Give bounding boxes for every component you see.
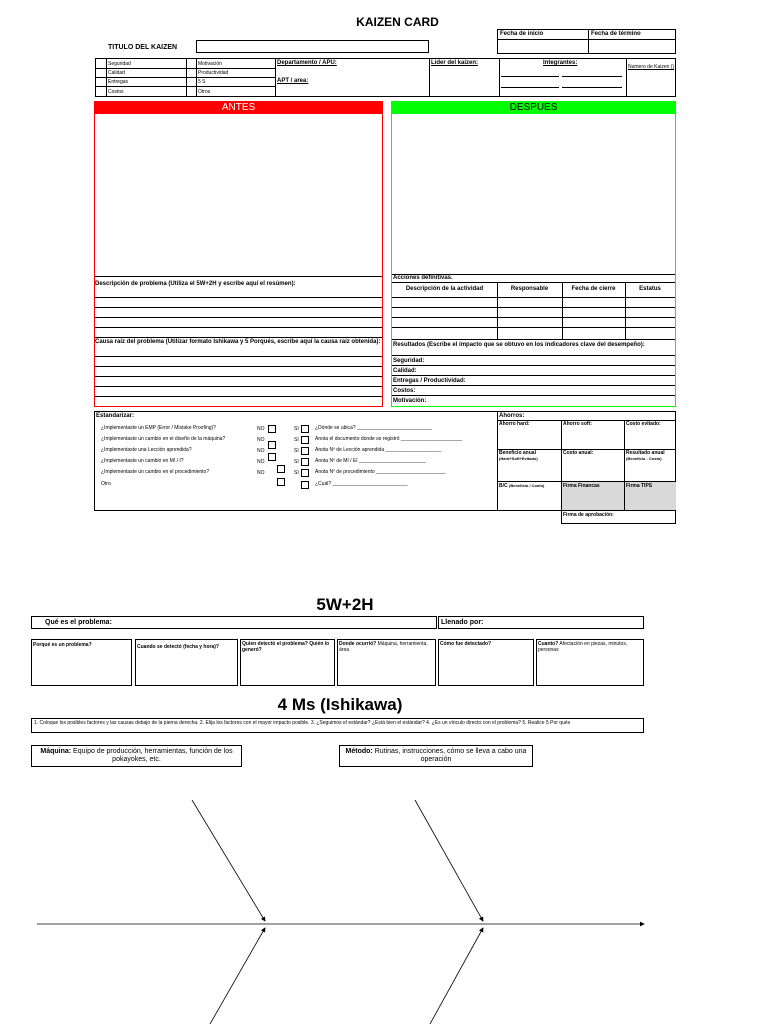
w5-col-porque-label: Porqué es un problema? — [33, 642, 92, 648]
cat-productividad: Productividad — [198, 70, 229, 76]
departamento-label: Departamento / APU: — [277, 60, 337, 66]
llenado-field[interactable] — [438, 616, 644, 629]
no-checkbox-6[interactable] — [277, 478, 285, 486]
titulo-field[interactable] — [196, 40, 429, 53]
si-label-5: SI — [294, 470, 299, 476]
fecha-box — [497, 29, 676, 54]
beneficio-anual-label: Beneficio anual — [499, 450, 536, 456]
w5-col-como[interactable] — [438, 639, 534, 686]
no-label-4: NO — [257, 459, 265, 465]
antes-header: ANTES — [95, 102, 382, 114]
w5-col-cuanto-label: Cuanto? — [538, 641, 559, 647]
si-checkbox-1[interactable] — [301, 425, 309, 433]
no-label-2: NO — [257, 437, 265, 443]
std-q2: ¿Implementaste un cambio en el diseño de la máquina? — [101, 436, 226, 442]
resultado-costos: Costos: — [393, 388, 416, 394]
no-label-5: NO — [257, 470, 265, 476]
ahorro-soft-label: Ahorro soft: — [563, 421, 592, 427]
firma-tips-label: Firma TIPS — [626, 483, 653, 489]
si-label-1: SI — [294, 426, 299, 432]
std-note-1: ¿Dónde se ubica? ___________________________ — [315, 425, 433, 431]
integrantes-label: Integrantes: — [543, 60, 578, 66]
w5-col-quien[interactable] — [240, 639, 335, 686]
si-checkbox-2[interactable] — [301, 436, 309, 444]
no-label-1: NO — [257, 426, 265, 432]
acciones-col-responsable: Responsable — [510, 286, 549, 292]
w5-col-como-label: Cómo fue detectado? — [440, 641, 492, 647]
bc-text: B/C — [499, 483, 508, 489]
acciones-col-descripcion: Descripción de la actividad — [405, 286, 484, 292]
causa-raiz-label: Causa raíz del problema (Utilizar formato Ishikawa y 5 Porqués, escribe aquí la causa raíz obtenida): — [95, 339, 381, 345]
estandarizar-label: Estandarizar: — [96, 413, 135, 419]
titulo-label: TITULO DEL KAIZEN — [108, 44, 178, 51]
acciones-col-fecha: Fecha de cierre — [571, 286, 616, 292]
si-checkbox-4[interactable] — [301, 458, 309, 466]
w5-col-donde-label: Donde ocurrió? — [339, 641, 377, 647]
w5-col-quien-label: Quien detectó el problema? Quién lo generó? — [242, 641, 330, 653]
std-note-6: ¿Cuál? ___________________________ — [315, 481, 408, 487]
w5-col-cuanto[interactable] — [536, 639, 644, 686]
std-note-5: Anota Nº de procedimiento _________________________ — [315, 469, 446, 475]
que-es-label: Qué es el problema: — [45, 619, 112, 626]
metodo-label: Método: — [345, 748, 373, 755]
category-box — [95, 58, 676, 97]
w5-col-donde-desc: Máquina, herramienta, área — [339, 641, 428, 653]
numero-kaizen-label: Numero de Kaizen () — [628, 64, 675, 70]
firma-financas-label: Firma Financas — [563, 483, 600, 489]
cat-costos: Costos — [108, 89, 124, 95]
cat-seguridad: Seguridad — [108, 61, 131, 67]
ishikawa-instructions: 1. Coloque los posibles factores y las causas debajo de la pierna derecha. 2. Elija los factores con el mayor impacto posible. 3. ¿Seguimos el estándar? ¿Está bien el estándar? 4. ¿Es un vínculo directo con el problema? 5. Realice 5 Por qués — [31, 718, 644, 733]
lider-label: Líder del kaizen: — [431, 60, 479, 66]
cat-motivacion: Motivación — [198, 61, 222, 67]
std-note-4: Anota Nº de MI / EI ________________________ — [315, 458, 426, 464]
fishbone-bone-lower-right — [430, 928, 483, 1024]
resultados-label: Resultados (Escribe el impacto que se obtuvo en los indicadores clave del desempeño): — [393, 342, 645, 348]
apt-area-label: APT / area: — [277, 78, 309, 84]
std-note-3: Anota Nº de Lección aprendida ____________________ — [315, 447, 442, 453]
despues-panel — [391, 101, 676, 407]
si-label-3: SI — [294, 448, 299, 454]
firma-aprobacion-label: Firma de aprobación: — [563, 512, 614, 518]
si-label-4: SI — [294, 459, 299, 465]
w5-col-cuando[interactable] — [135, 639, 238, 686]
w5-col-donde[interactable] — [337, 639, 436, 686]
firma-aprobacion-box — [561, 510, 676, 524]
si-checkbox-5[interactable] — [301, 469, 309, 477]
fecha-termino-label: Fecha de término — [591, 31, 641, 37]
estandarizar-box — [94, 411, 676, 511]
resultado-calidad: Calidad: — [393, 368, 417, 374]
no-checkbox-3[interactable] — [268, 453, 276, 461]
despues-header: DESPUES — [392, 102, 675, 114]
antes-panel — [94, 101, 383, 407]
bc-sub: (Beneficio / Costo) — [509, 483, 545, 488]
metodo-box — [339, 745, 533, 767]
fishbone-bone-lower-left — [210, 928, 265, 1024]
cat-entregas: Entregas — [108, 79, 129, 85]
que-es-field[interactable] — [31, 616, 437, 629]
fishbone-diagram — [0, 770, 768, 1024]
bc-label — [499, 483, 544, 489]
acciones-col-estatus: Estatus — [639, 286, 661, 292]
costo-evitado-label: Costo evitado: — [626, 421, 661, 427]
std-q5: ¿Implementaste un cambio en el procedimiento? — [101, 469, 210, 475]
no-checkbox-1[interactable] — [268, 425, 276, 433]
si-checkbox-3[interactable] — [301, 447, 309, 455]
ishikawa-title: 4 Ms (Ishikawa) — [277, 695, 403, 714]
acciones-label: Acciones definitivas. — [393, 275, 453, 281]
si-label-2: SI — [294, 437, 299, 443]
std-q4: ¿Implementaste un cambio en MI / I? — [101, 458, 184, 464]
ahorros-label: Ahorros: — [499, 413, 525, 419]
maquina-label: Máquina: — [40, 748, 72, 755]
costo-anual-label: Costo anual: — [563, 450, 594, 456]
cat-5s: 5 S — [198, 79, 206, 85]
si-checkbox-6[interactable] — [301, 481, 309, 489]
w5-title: 5W+2H — [316, 595, 374, 614]
maquina-box — [31, 745, 242, 767]
cat-calidad: Calidad — [108, 70, 125, 76]
std-q1: ¿Implementaste un EMP (Error / Mistake Proofing)? — [101, 425, 216, 431]
cat-otros: Otros — [198, 89, 211, 95]
no-label-3: NO — [257, 448, 265, 454]
ahorro-hard-label: Ahorro hard: — [499, 421, 530, 427]
std-q6: Otro — [101, 481, 111, 487]
fishbone-bone-metodo — [415, 800, 483, 921]
llenado-label: Llenado por: — [441, 619, 484, 626]
fishbone-bone-maquina — [192, 800, 265, 921]
resultado-entregas: Entregas / Productividad: — [393, 378, 466, 384]
metodo-desc: Rutinas, instrucciones, cómo se lleva a cabo una operación — [372, 748, 527, 763]
resultado-motivacion: Motivación: — [393, 398, 427, 404]
resultado-anual-label: Resultado anual — [626, 450, 665, 456]
no-checkbox-2[interactable] — [268, 441, 276, 449]
no-checkbox-5[interactable] — [277, 465, 285, 473]
std-note-2: Anota el documento donde se registró ______________________ — [315, 436, 463, 442]
resultado-seguridad: Seguridad: — [393, 358, 425, 364]
w5-col-cuanto-desc: Afectación en piezas, minutos, personas — [538, 641, 628, 653]
resultado-anual-sub: (Beneficio - Costo) — [626, 456, 662, 461]
w5-col-cuando-label: Cuando se detectó (fecha y hora)? — [137, 644, 219, 650]
beneficio-anual-sub: (Hard+Soft+Evitado) — [499, 456, 538, 461]
maquina-desc: Equipo de producción, herramientas, función de los pokayokes, etc. — [71, 748, 233, 763]
descripcion-problema-label: Descripción de problema (Utiliza el 5W+2H y escribe aquí el resúmen): — [95, 281, 296, 287]
card-title: KAIZEN CARD — [356, 15, 439, 29]
fecha-inicio-label: Fecha de inicio — [500, 31, 544, 37]
w5-col-porque[interactable] — [31, 639, 132, 686]
std-q3: ¿Implementaste una Lección aprendida? — [101, 447, 192, 453]
